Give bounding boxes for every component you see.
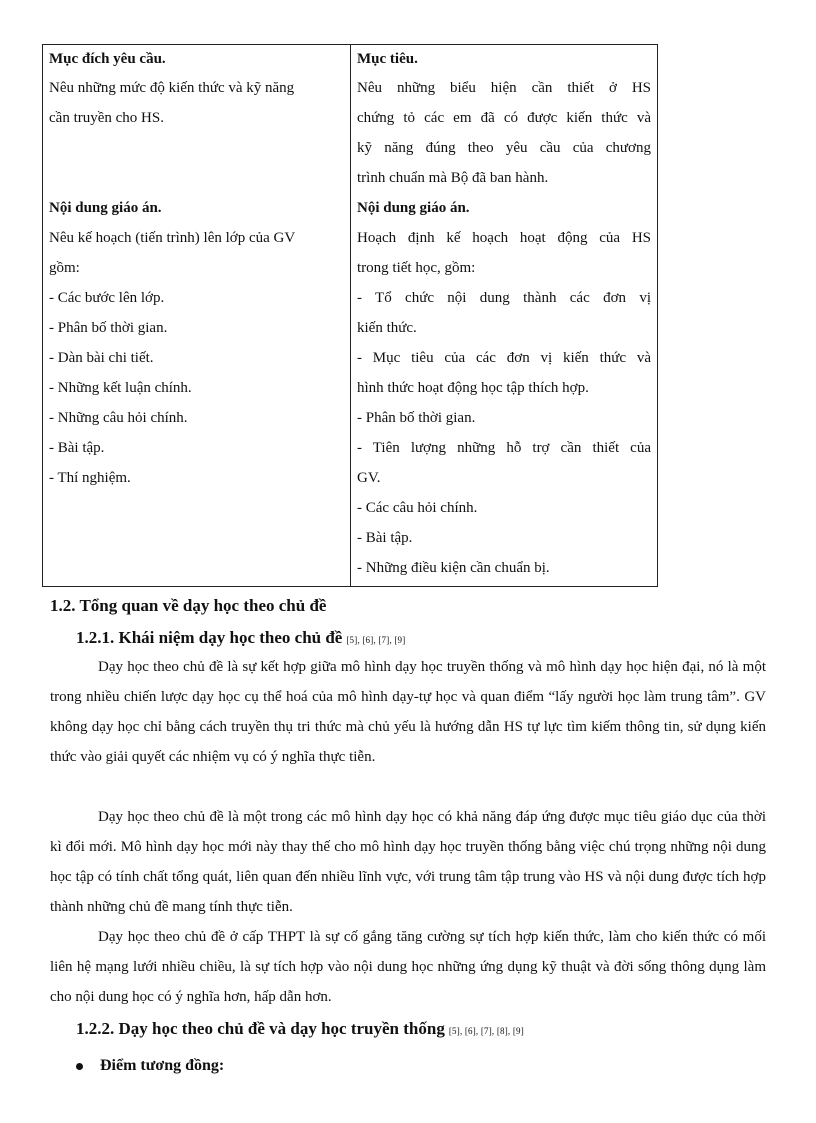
right-list-item: - Tổ chức nội dung thành các đơn vị xyxy=(357,290,651,306)
section-heading-1-2-1 xyxy=(76,626,405,652)
right-text-line: Hoạch định kế hoạch hoạt động của HS xyxy=(357,230,651,246)
right-list-item: - Bài tập. xyxy=(357,530,413,546)
right-heading-objective: Mục tiêu. xyxy=(357,51,418,67)
right-list-item: GV. xyxy=(357,470,381,486)
left-text-line: Nêu kế hoạch (tiến trình) lên lớp của GV xyxy=(49,230,296,246)
right-heading-content: Nội dung giáo án. xyxy=(357,200,470,216)
bullet-dot-icon xyxy=(76,1063,83,1070)
section-title: 1.2.1. Khái niệm dạy học theo chủ đề xyxy=(76,628,343,647)
section-heading-1-2-2 xyxy=(76,1017,524,1043)
right-list-item: - Các câu hỏi chính. xyxy=(357,500,478,516)
table-column-right xyxy=(351,45,657,586)
comparison-table xyxy=(42,44,658,587)
left-text-line: gồm: xyxy=(49,260,80,276)
left-list-item: - Những câu hỏi chính. xyxy=(49,410,188,426)
right-text-line: trong tiết học, gồm: xyxy=(357,260,476,276)
section-heading-1-2: 1.2. Tổng quan về dạy học theo chủ đề xyxy=(50,596,327,615)
left-list-item: - Bài tập. xyxy=(49,440,105,456)
left-list-item: - Các bước lên lớp. xyxy=(49,290,165,306)
right-list-item: hình thức hoạt động học tập thích hợp. xyxy=(357,380,589,396)
right-list-item: - Phân bố thời gian. xyxy=(357,410,476,426)
table-column-left xyxy=(43,45,351,586)
reference-citation: [5], [6], [7], [9] xyxy=(346,635,406,645)
right-list-item: - Mục tiêu của các đơn vị kiến thức và xyxy=(357,350,651,366)
paragraph: Dạy học theo chủ đề ở cấp THPT là sự cố gắng tăng cường sự tích hợp kiến thức, làm cho kiến thức có mối liên hệ mạng lưới nhiều chiều, là sự tích hợp vào nội dung học những ứng dụng kỹ thuật và đời sống thông dụng làm cho nội dung học có ý nghĩa hơn, hấp dẫn hơn. xyxy=(50,929,766,1005)
left-heading-purpose: Mục đích yêu cầu. xyxy=(49,51,166,67)
right-text-line: Nêu những biểu hiện cần thiết ở HS xyxy=(357,80,651,96)
right-list-item: - Những điều kiện cần chuẩn bị. xyxy=(357,560,550,576)
paragraph: Dạy học theo chủ đề là sự kết hợp giữa mô hình dạy học truyền thống và mô hình dạy học hiện đại, nó là một trong nhiều chiến lược dạy học cụ thể hoá của mô hình dạy-tự học và quan điểm “lấy người học làm trung tâm”. GV không dạy học chỉ bằng cách truyền thụ tri thức mà chủ yếu là hướng dẫn HS tự lực tìm kiếm thông tin, sử dụng kiến thức vào giải quyết các nhiệm vụ có ý nghĩa thực tiễn. xyxy=(50,659,766,765)
left-heading-content: Nội dung giáo án. xyxy=(49,200,162,216)
right-text-line: trình chuẩn mà Bộ đã ban hành. xyxy=(357,170,549,186)
left-list-item: - Những kết luận chính. xyxy=(49,380,192,396)
left-list-item: - Phân bố thời gian. xyxy=(49,320,168,336)
left-list-item: - Dàn bài chi tiết. xyxy=(49,350,154,366)
section-title: 1.2.2. Dạy học theo chủ đề và dạy học truyền thống xyxy=(76,1019,445,1038)
reference-citation: [5], [6], [7], [8], [9] xyxy=(448,1026,524,1036)
left-text-line: cần truyền cho HS. xyxy=(49,110,164,126)
right-list-item: - Tiên lượng những hỗ trợ cần thiết của xyxy=(357,440,651,456)
bullet-text: Điểm tương đồng: xyxy=(100,1057,225,1074)
left-text-line: Nêu những mức độ kiến thức và kỹ năng xyxy=(49,80,295,96)
right-list-item: kiến thức. xyxy=(357,320,417,336)
left-list-item: - Thí nghiệm. xyxy=(49,470,131,486)
bullet-item xyxy=(76,1054,224,1078)
right-text-line: kỹ năng đúng theo yêu cầu của chương xyxy=(357,140,651,156)
paragraph: Dạy học theo chủ đề là một trong các mô hình dạy học có khả năng đáp ứng được mục tiêu giáo dục của thời kì đổi mới. Mô hình dạy học mới này thay thế cho mô hình dạy học truyền thống bằng việc chú trọng những nội dung học tập có tính chất tổng quát, liên quan đến nhiều lĩnh vực, với trung tâm tập trung vào HS và nội dung được tích hợp thành những chủ đề mang tính thực tiễn. xyxy=(50,809,766,915)
right-text-line: chứng tỏ các em đã có được kiến thức và xyxy=(357,110,651,126)
